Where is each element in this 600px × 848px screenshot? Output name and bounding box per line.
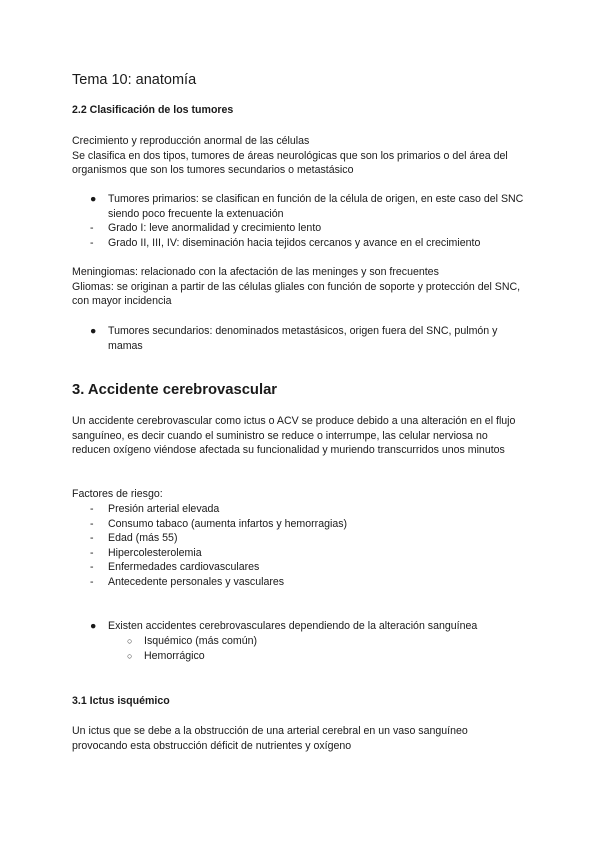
dash-marker: - bbox=[90, 546, 94, 559]
paragraph-intro bbox=[72, 134, 527, 178]
list-item-text: Antecedente personales y vasculares bbox=[108, 575, 285, 588]
page-title: Tema 10: anatomía bbox=[72, 72, 197, 88]
section-heading-3: 3. Accidente cerebrovascular bbox=[72, 382, 278, 398]
dash-marker: - bbox=[90, 517, 94, 530]
list-item-text: Tumores primarios: se clasifican en función de la célula de origen, en este caso del SNC siendo poco frecuente la extenuación bbox=[108, 193, 524, 220]
list-item bbox=[72, 517, 532, 532]
bullet-marker: ● bbox=[90, 620, 97, 632]
paragraph-line: Crecimiento y reproducción anormal de las células bbox=[72, 135, 310, 147]
dash-marker: - bbox=[90, 236, 94, 249]
list-item-text: Hemorrágico bbox=[144, 649, 205, 662]
list-item-text: Isquémico (más común) bbox=[144, 635, 258, 647]
paragraph-ictus: Un ictus que se debe a la obstrucción de una arterial cerebral en un vaso sanguíneo provocando esta obstrucción déficit de nutrientes y oxígeno bbox=[72, 725, 468, 752]
list-item-text: Grado I: leve anormalidad y crecimiento lento bbox=[108, 222, 322, 235]
list-item bbox=[72, 324, 532, 353]
list-item-text: Tumores secundarios: denominados metastásicos, origen fuera del SNC, pulmón y mamas bbox=[108, 325, 498, 352]
list-item bbox=[72, 221, 532, 236]
list-item bbox=[72, 560, 532, 575]
list-item bbox=[72, 634, 532, 649]
paragraph-glial bbox=[72, 265, 527, 309]
section-heading-2-2: 2.2 Clasificación de los tumores bbox=[72, 104, 234, 116]
list-item-text: Edad (más 55) bbox=[108, 532, 178, 545]
list-item-text: Existen accidentes cerebrovasculares dependiendo de la alteración sanguínea bbox=[108, 620, 478, 632]
dash-marker: - bbox=[90, 561, 94, 574]
list-item bbox=[72, 502, 532, 517]
risk-label: Factores de riesgo: bbox=[72, 488, 163, 500]
list-item bbox=[72, 192, 532, 221]
dash-marker: - bbox=[90, 575, 94, 588]
list-item bbox=[72, 546, 532, 561]
circle-marker: ○ bbox=[127, 650, 133, 661]
risk-list bbox=[72, 502, 532, 590]
paragraph-acv: Un accidente cerebrovascular como ictus o ACV se produce debido a una alteración en el flujo sanguíneo, es decir cuando el suministro se reduce o interrumpe, las celular nerviosa no reducen oxígeno viéndose afectada su funcionalidad y muriendo transcurridos unos minutos bbox=[72, 415, 516, 457]
list-item bbox=[72, 236, 532, 251]
bullet-marker: ● bbox=[90, 325, 97, 337]
list-item-text: Hipercolesterolemia bbox=[108, 546, 202, 559]
dash-marker: - bbox=[90, 503, 94, 515]
list-item bbox=[72, 619, 532, 634]
list-item-text: Presión arterial elevada bbox=[108, 503, 220, 515]
paragraph-line: Meningiomas: relacionado con la afectación de las meninges y son frecuentes bbox=[72, 266, 439, 278]
list-item-text: Grado II, III, IV: diseminación hacia tejidos cercanos y avance en el crecimiento bbox=[108, 236, 481, 249]
list-item-text: Enfermedades cardiovasculares bbox=[108, 561, 260, 574]
paragraph-line: Se clasifica en dos tipos, tumores de áreas neurológicas que son los primarios o del área del organismos que son los tumores secundarios o metastásico bbox=[72, 149, 508, 177]
paragraph-line: Gliomas: se originan a partir de las células gliales con función de soporte y protección del SNC, con mayor incidencia bbox=[72, 280, 521, 308]
bullet-marker: ● bbox=[90, 193, 97, 205]
dash-marker: - bbox=[90, 222, 94, 235]
dash-marker: - bbox=[90, 532, 94, 545]
types-list bbox=[72, 619, 532, 634]
list-item bbox=[72, 575, 532, 590]
tumor-list bbox=[72, 192, 532, 250]
section-heading-3-1: 3.1 Ictus isquémico bbox=[72, 695, 170, 707]
circle-marker: ○ bbox=[127, 636, 133, 646]
types-sublist bbox=[72, 634, 532, 663]
list-item bbox=[72, 649, 532, 664]
list-item bbox=[72, 531, 532, 546]
secondary-tumor-list bbox=[72, 324, 532, 353]
list-item-text: Consumo tabaco (aumenta infartos y hemorragias) bbox=[108, 517, 348, 530]
